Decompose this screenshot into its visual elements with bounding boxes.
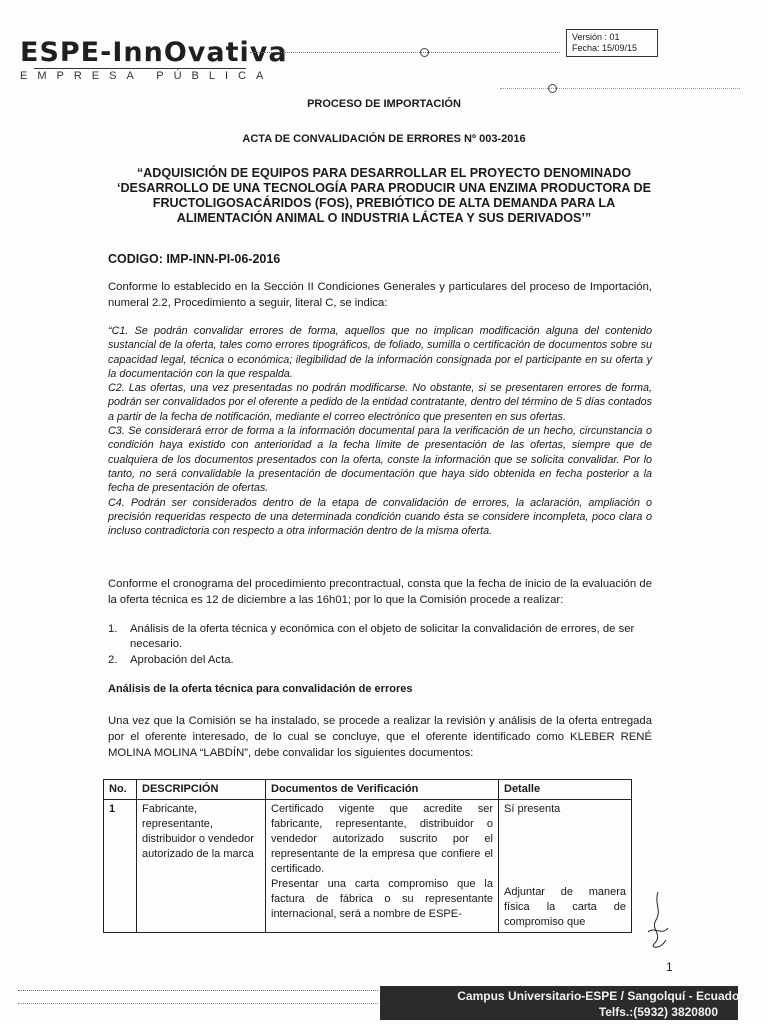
row-number: 1 [104,800,137,933]
decoration-dot [420,48,429,57]
logo-divider [34,68,246,69]
header-no: No. [104,780,137,800]
version-box [566,29,658,57]
detail-1: Sí presenta [504,803,561,815]
detail-2: Adjuntar de manera física la carta de compromiso que [504,886,626,928]
condition-c1: “C1. Se podrán convalidar errores de forma, aquellos que no implican modificación alguna del contenido sustancial de la oferta, tales como errores tipográficos, de foliado, sumilla o certificación de documentos sobre su capacidad legal, técnica o económica; ilegibilidad de la información consignada por el participante en su oferta y la documentación con la que respalda. [108,325,652,380]
condition-c3: C3. Se considerará error de forma a la información documental para la verificación de un hecho, circunstancia o condición haya existido con anterioridad a la fecha límite de presentación de las ofertas, siempre que de cualquiera de los documentos presentados con la oferta, conste la información que se solicita convalidar. Por lo tanto, no será convalidable la presentación de documentación que haya sido obtenida en fecha posterior a la fecha de presentación de ofertas. [108,425,652,495]
footer-decoration-line-2 [18,1003,378,1005]
row-description: Fabricante, representante, distribuidor o vendedor autorizado de la marca [137,800,266,933]
signature-mark [644,890,670,952]
page-number: 1 [666,960,673,974]
detail-spacer [504,817,626,885]
table-row [104,800,632,933]
section-heading: Análisis de la oferta técnica para convalidación de errores [108,683,413,695]
header-verification: Documentos de Verificación [266,780,499,800]
version-label: Versión : 01 [572,32,620,42]
list-text: Aprobación del Acta. [130,654,234,666]
logo-subtitle: EMPRESA PÚBLICA [20,70,274,82]
project-title: “ADQUISICIÓN DE EQUIPOS PARA DESARROLLAR EL PROYECTO DENOMINADO ‘DESARROLLO DE UNA TECNOLOGÍA PARA PRODUCIR UNA ENZIMA PRODUCTORA DE FRUCTOLIGOSACÁRIDOS (FOS), PREBIÓTICO DE ALTA DEMANDA PARA LA ALIMENTACIÓN ANIMAL O INDUSTRIA LÁCTEA Y SUS DERIVADOS’” [116,166,652,225]
analysis-paragraph: Una vez que la Comisión se ha instalado, se procede a realizar la revisión y análisis de la oferta entregada por el oferente interesado, de lo cual se concluye, que el oferente identificado como KLEBER RENÉ MOLINA MOLINA “LABDÍN”, debe convalidar los siguientes documentos: [108,715,652,759]
list-number: 2. [108,654,118,666]
act-title: ACTA DE CONVALIDACIÓN DE ERRORES Nº 003-2016 [242,133,526,145]
company-logo [20,38,288,82]
process-title: PROCESO DE IMPORTACIÓN [307,98,461,110]
verification-1: Certificado vigente que acredite ser fabricante, representante, distribuidor o vendedor autorizado suscrito por el representante de la empresa que confiere el certificado. [271,803,493,875]
decoration-dot [548,84,557,93]
header-detail: Detalle [499,780,632,800]
quoted-conditions [108,324,652,538]
header-decoration-line [250,52,560,54]
intro-paragraph: Conforme lo establecido en la Sección II Condiciones Generales y particulares del proceso de Importación, numeral 2.2, Procedimiento a seguir, literal C, se indica: [108,281,652,309]
list-item [108,622,652,652]
condition-c2: C2. Las ofertas, una vez presentadas no podrán modificarse. No obstante, si se presentaren errores de forma, podrán ser convalidados por el oferente a pedido de la entidad contratante, dentro del término de 5 días contados a partir de la fecha de notificación, mediante el correo electrónico que presenten en sus ofertas. [108,382,652,423]
header-decoration-line-2 [500,88,740,90]
document-code: CODIGO: IMP-INN-PI-06-2016 [108,252,281,266]
logo-text: ESPE-InnOvativa [20,37,288,68]
schedule-paragraph: Conforme el cronograma del procedimiento precontractual, consta que la fecha de inicio de la evaluación de la oferta técnica es 12 de diciembre a las 16h01; por lo que la Comisión procede a realizar: [108,578,652,606]
row-detail [499,800,632,933]
documents-table [103,779,632,933]
list-item [108,653,652,668]
condition-c4: C4. Podrán ser considerados dentro de la etapa de convalidación de errores, la aclaración, ampliación o precisión requeridas respecto de una determinada condición cuando ésta se considere incompleta, poco clara o incluso contradictoria con respecto a otra información dentro de la misma oferta. [108,496,652,538]
verification-2: Presentar una carta compromiso que la factura de fábrica o su representante internacional, será a nombre de ESPE- [271,878,493,920]
action-list [108,622,652,669]
footer-decoration-line [18,990,378,992]
table-header-row [104,780,632,800]
header-description: DESCRIPCIÓN [137,780,266,800]
list-number: 1. [108,623,118,635]
list-text: Análisis de la oferta técnica y económica con el objeto de solicitar la convalidación de errores, de ser necesario. [130,623,635,650]
date-label: Fecha: 15/09/15 [572,43,638,53]
footer-address: Campus Universitario-ESPE / Sangolquí - Ecuador [457,989,744,1003]
footer-phone: Telfs.:(5932) 3820800 [598,1005,718,1019]
row-verification [266,800,499,933]
